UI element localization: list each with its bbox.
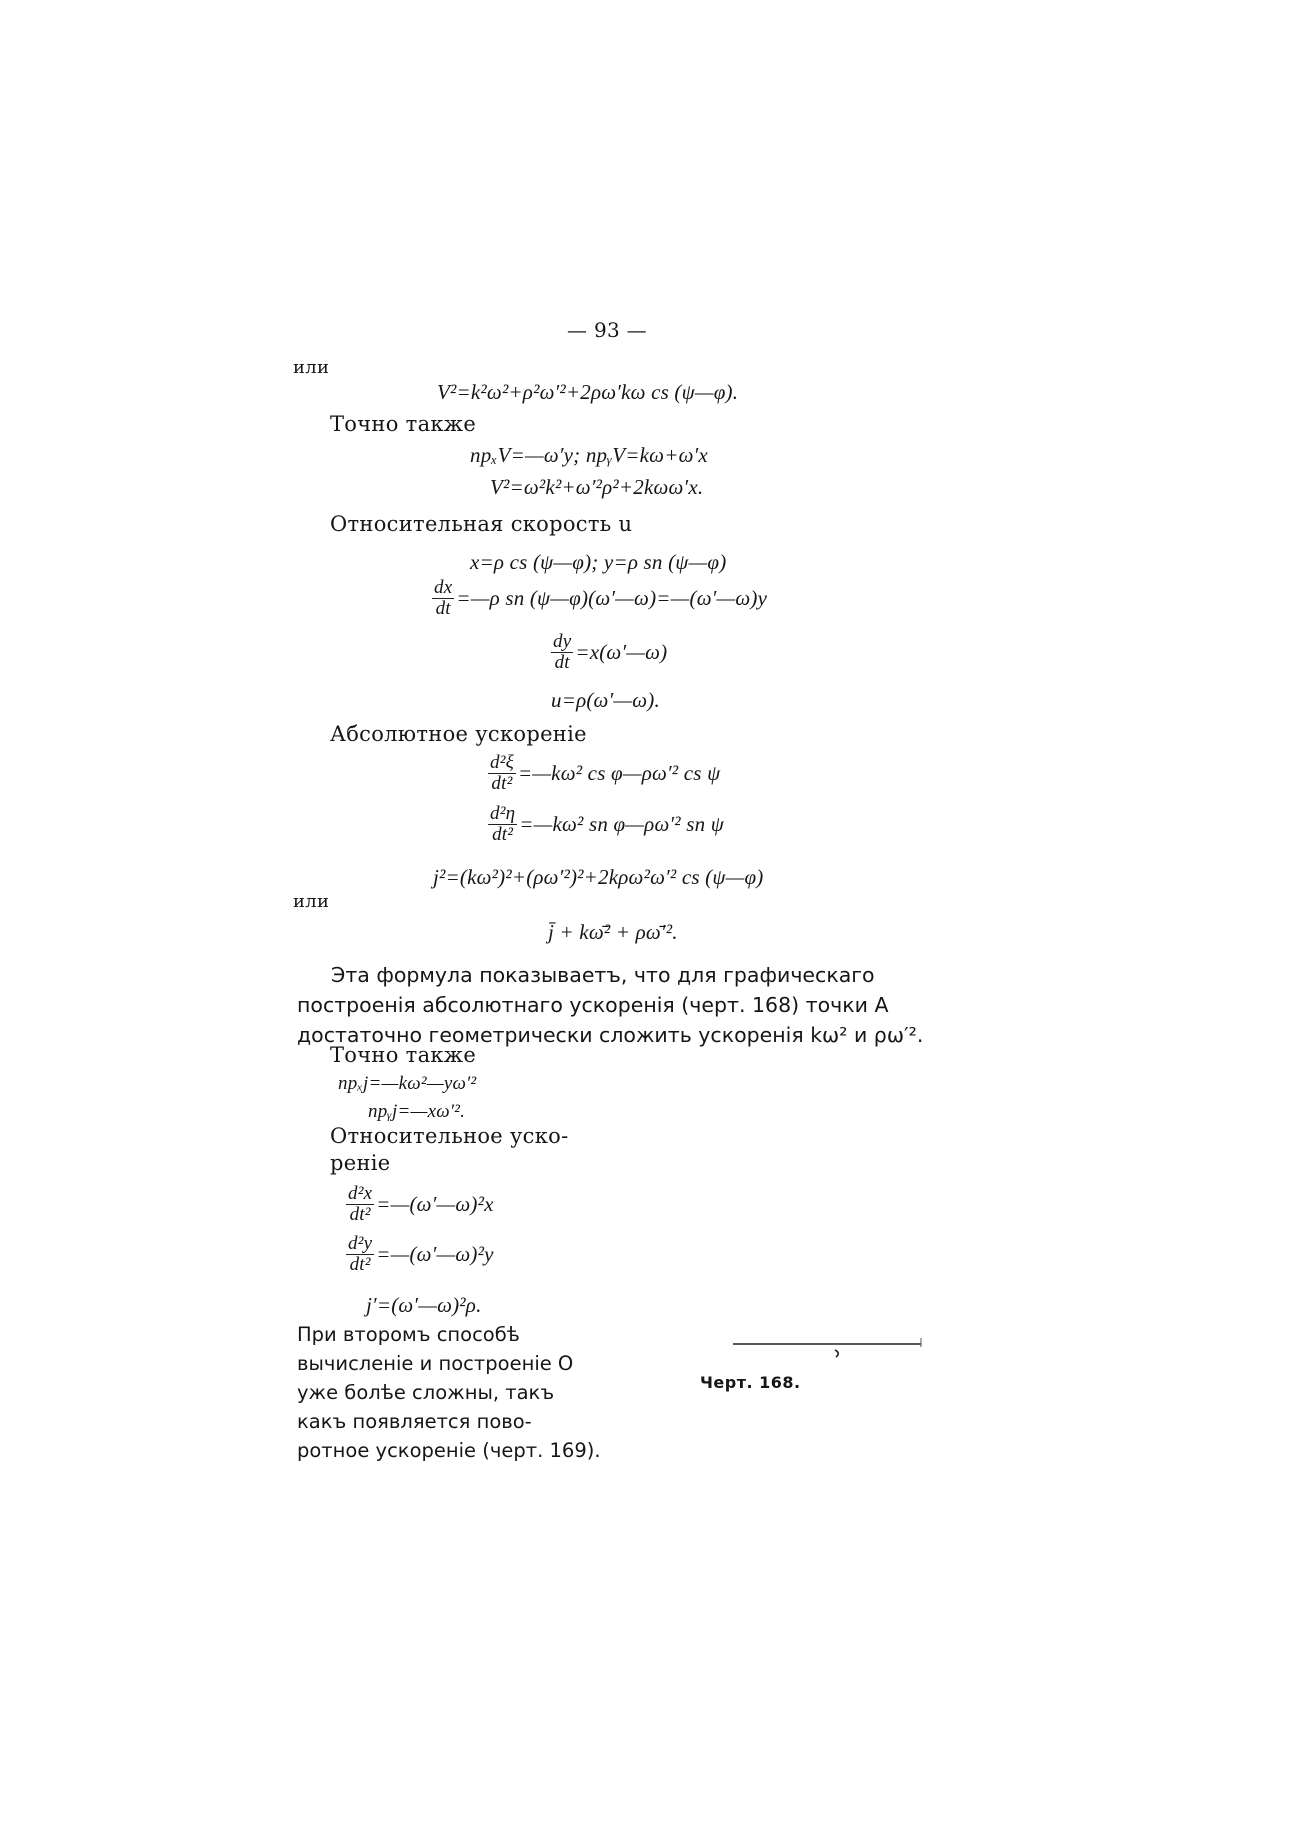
fraction-denominator: dt² — [492, 823, 514, 845]
equation-dy-dt — [551, 632, 667, 673]
equation-v-squared-2: V²=ω²k²+ω′²ρ²+2kωω′x. — [490, 475, 704, 499]
paragraph-graphical-construction: Эта формула показываетъ, что для графическаго построенiя абсолютнаго ускоренiя (черт. 168) точки A достаточно геометрически сложить ускоренiя kω² и ρω′². — [297, 963, 924, 1047]
fraction-denominator: dt — [435, 597, 451, 619]
closing-line-2: вычисленiе и построенiе O — [297, 1352, 574, 1375]
equation-rhs: =—(ω′—ω)²x — [376, 1191, 494, 1216]
fraction-d2y — [346, 1234, 374, 1275]
equation-u: u=ρ(ω′—ω). — [551, 688, 660, 712]
equation-x-y: x=ρ cs (ψ—φ); y=ρ sn (ψ—φ) — [470, 550, 727, 574]
equation-rhs: =x(ω′—ω) — [575, 639, 668, 664]
fraction-dx-dt — [432, 578, 454, 619]
fraction-d2eta — [488, 804, 517, 845]
fraction-numerator: dx — [434, 577, 453, 598]
fraction-numerator: dy — [553, 631, 572, 652]
equation-d2xi — [488, 753, 720, 794]
fraction-denominator: dt — [554, 651, 570, 673]
equation-projection-y-j: npᵧj=—xω′². — [368, 1101, 466, 1122]
equation-dx-dt — [432, 578, 767, 619]
fraction-d2x — [346, 1184, 374, 1225]
equation-rhs: =—(ω′—ω)²y — [376, 1241, 494, 1266]
word-ili-2: или — [293, 891, 330, 912]
equation-rhs: =—kω² cs φ—ρω′² cs ψ — [517, 760, 721, 785]
closing-line-1: При второмъ способѣ — [297, 1323, 520, 1346]
word-ili-1: или — [293, 357, 330, 378]
equation-j-squared: j²=(kω²)²+(ρω′²)²+2kρω²ω′² cs (ψ—φ) — [433, 865, 764, 889]
heading-relative-acceleration-2: ренiе — [330, 1151, 391, 1175]
heading-tochno-takzhe-2: Точно также — [330, 1043, 477, 1067]
equation-projection-x-j: npₓj=—kω²—yω′² — [338, 1073, 477, 1094]
closing-line-4: какъ появляется пово- — [297, 1410, 532, 1433]
equation-rhs: =—kω² sn φ—ρω′² sn ψ — [519, 811, 724, 836]
heading-relative-acceleration-1: Относительное уско- — [330, 1124, 569, 1148]
closing-line-3: уже болѣе сложны, такъ — [297, 1381, 555, 1404]
fraction-numerator: d²y — [348, 1233, 373, 1254]
page-number: — 93 — — [567, 318, 647, 342]
fraction-d2xi — [488, 753, 516, 794]
fraction-denominator: dt² — [349, 1203, 371, 1225]
fraction-denominator: dt² — [349, 1253, 371, 1275]
closing-line-5: ротное ускоренiе (черт. 169). — [297, 1439, 601, 1462]
fraction-numerator: d²ξ — [490, 752, 514, 773]
equation-vector-sum: j̄ + kω̄² + ρω̄′². — [548, 920, 678, 944]
figure-168 — [725, 1334, 935, 1364]
fraction-denominator: dt² — [491, 772, 513, 794]
heading-relative-speed: Относительная скорость u — [330, 512, 633, 536]
equation-d2x — [346, 1184, 494, 1225]
equation-d2y — [346, 1234, 494, 1275]
figure-arrow-mark — [835, 1350, 838, 1357]
equation-d2eta — [488, 804, 724, 845]
equation-v-squared-1: V²=k²ω²+ρ²ω′²+2ρω′kω cs (ψ—φ). — [437, 380, 739, 404]
fraction-numerator: d²x — [348, 1183, 373, 1204]
heading-tochno-takzhe-1: Точно также — [330, 412, 477, 436]
equation-rhs: =—ρ sn (ψ—φ)(ω′—ω)=—(ω′—ω)y — [456, 585, 768, 610]
heading-absolute-acceleration: Абсолютное ускоренiе — [330, 722, 587, 746]
fraction-dy-dt — [551, 632, 573, 673]
equation-j-prime: j′=(ω′—ω)²ρ. — [366, 1293, 482, 1317]
figure-caption: Черт. 168. — [700, 1373, 801, 1392]
equation-projections-v: npₓV=—ω′y; npᵧV=kω+ω′x — [470, 443, 708, 467]
fraction-numerator: d²η — [490, 803, 516, 824]
